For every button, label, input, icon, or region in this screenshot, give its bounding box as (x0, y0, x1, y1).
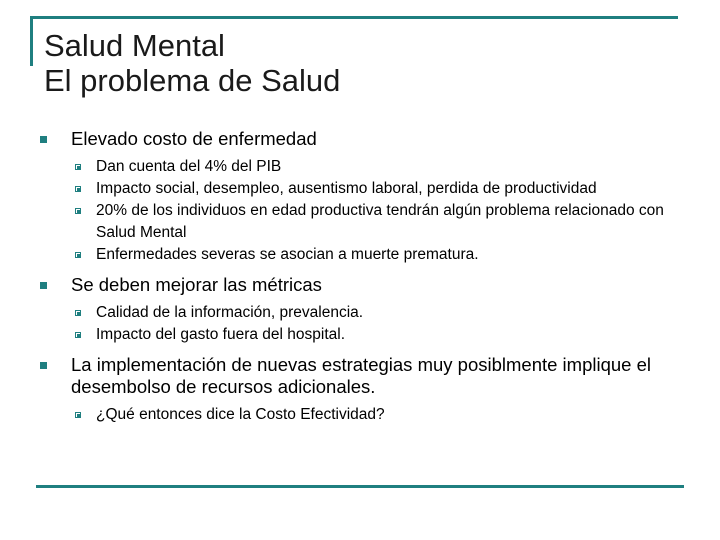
sub-bullet-item (40, 200, 690, 244)
sub-bullet-text: Calidad de la información, prevalencia. (96, 304, 364, 321)
sub-bullet-text: Enfermedades severas se asocian a muerte prematura. (96, 246, 479, 263)
sub-bullet-list (40, 156, 690, 266)
title-line-1: Salud Mental (44, 28, 225, 63)
sub-bullet-item (40, 178, 690, 200)
top-rule (30, 16, 678, 19)
bottom-rule (36, 485, 684, 488)
square-bullet-icon (40, 136, 47, 143)
sub-bullet-text: Impacto del gasto fuera del hospital. (96, 326, 346, 343)
sub-bullet-list (40, 404, 690, 426)
bullet-text: Elevado costo de enfermedad (71, 128, 317, 149)
sub-bullet-item (40, 302, 690, 324)
boxed-bullet-icon (75, 208, 81, 214)
boxed-bullet-icon (75, 252, 81, 258)
sub-bullet-text: Dan cuenta del 4% del PIB (96, 158, 282, 175)
sub-bullet-text: Impacto social, desempleo, ausentismo laboral, perdida de productividad (96, 180, 597, 197)
slide-title (44, 28, 340, 98)
sub-bullet-item (40, 324, 690, 346)
boxed-bullet-icon (75, 332, 81, 338)
boxed-bullet-icon (75, 412, 81, 418)
square-bullet-icon (40, 282, 47, 289)
bullet-item (40, 354, 690, 398)
boxed-bullet-icon (75, 164, 81, 170)
sub-bullet-item (40, 156, 690, 178)
sub-bullet-item (40, 404, 690, 426)
title-line-2: El problema de Salud (44, 63, 341, 98)
bullet-item (40, 274, 690, 296)
bullet-text: Se deben mejorar las métricas (71, 274, 322, 295)
boxed-bullet-icon (75, 310, 81, 316)
sub-bullet-text: 20% de los individuos en edad productiva tendrán algún problema relacionado con Salud Mental (96, 202, 664, 241)
bullet-text: La implementación de nuevas estrategias muy posiblmente implique el desembolso de recursos adicionales. (71, 354, 651, 397)
slide-content (40, 128, 690, 434)
square-bullet-icon (40, 362, 47, 369)
boxed-bullet-icon (75, 186, 81, 192)
sub-bullet-text: ¿Qué entonces dice la Costo Efectividad? (96, 406, 385, 423)
bullet-item (40, 128, 690, 150)
sub-bullet-list (40, 302, 690, 346)
sub-bullet-item (40, 244, 690, 266)
left-rule (30, 16, 33, 66)
